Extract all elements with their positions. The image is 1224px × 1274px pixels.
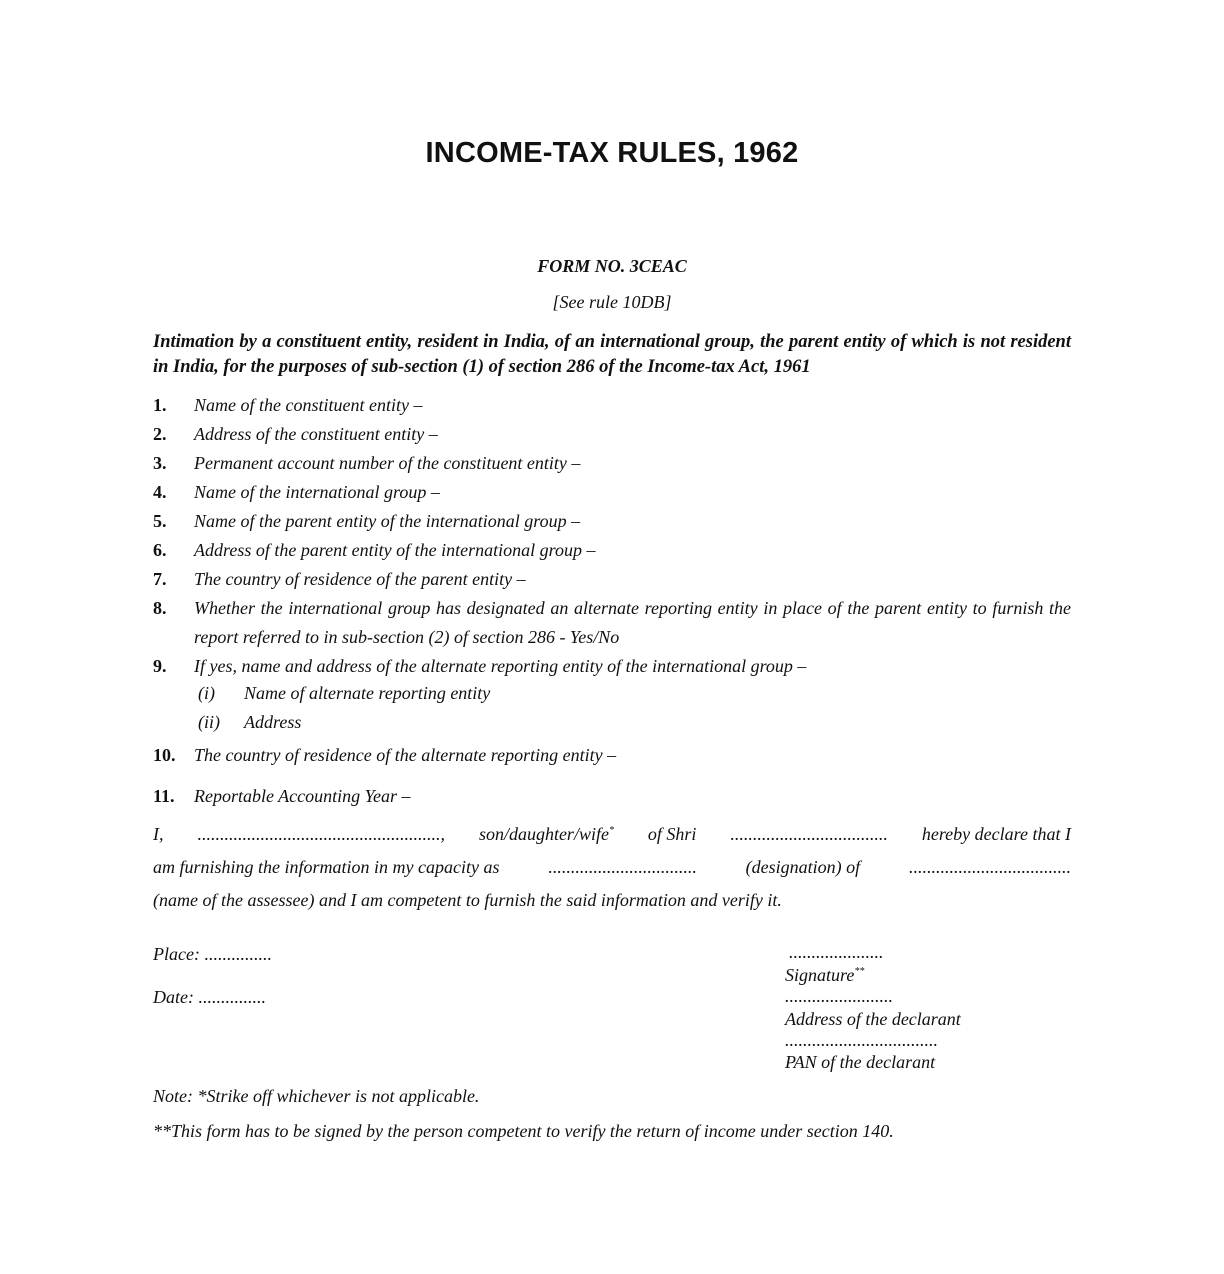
item-text: The country of residence of the alternate reporting entity – <box>194 745 617 765</box>
item-text: Address of the constituent entity – <box>194 424 438 444</box>
signature-label-text: Signature <box>785 965 855 985</box>
of-shri-label: of Shri <box>647 824 697 844</box>
relation-label: son/daughter/wife <box>478 824 609 844</box>
place-field[interactable]: ............... <box>204 944 272 964</box>
item-text: Name of the international group – <box>194 482 440 502</box>
item-number: 5. <box>153 511 167 531</box>
address-field[interactable]: ........................ <box>785 986 893 1006</box>
note-signing: **This form has to be signed by the person competent to verify the return of income under section 140. <box>153 1121 894 1141</box>
item-number: 7. <box>153 569 167 589</box>
address-label: Address of the declarant <box>785 1009 961 1029</box>
pan-label: PAN of the declarant <box>785 1052 936 1072</box>
signature-label <box>785 965 864 986</box>
signature-field[interactable]: ..................... <box>789 942 884 962</box>
item-number: 1. <box>153 395 167 415</box>
item-number: 9. <box>153 656 167 676</box>
declarant-name-field[interactable]: ......................................................, <box>197 824 445 844</box>
declaration-line-1 <box>153 824 1071 848</box>
subitem-text: Address <box>244 712 302 732</box>
declaration-line-2 <box>153 857 1071 881</box>
item-text: Address of the parent entity of the international group – <box>194 540 596 560</box>
date-label: Date: <box>153 987 194 1007</box>
item-number: 6. <box>153 540 167 560</box>
designation-field[interactable]: ................................. <box>548 857 697 877</box>
place-row <box>153 944 272 965</box>
note-strike-off: Note: *Strike off whichever is not applicable. <box>153 1086 480 1106</box>
pan-field[interactable]: .................................. <box>785 1030 938 1050</box>
date-row <box>153 987 266 1008</box>
subitem-text: Name of alternate reporting entity <box>244 683 491 703</box>
place-label: Place: <box>153 944 200 964</box>
form-number: FORM NO. 3CEAC <box>537 256 687 276</box>
designation-label: (designation) of <box>745 857 861 877</box>
assessee-name-field[interactable]: .................................... <box>908 857 1071 877</box>
declaration-suffix: hereby declare that I <box>921 824 1071 844</box>
subitem-number: (i) <box>198 683 215 703</box>
item-number: 10. <box>153 745 176 765</box>
item-text: The country of residence of the parent entity – <box>194 569 526 589</box>
item-number: 4. <box>153 482 167 502</box>
item-text: If yes, name and address of the alternate reporting entity of the international group – <box>194 656 807 676</box>
form-intro-heading: Intimation by a constituent entity, resident in India, of an international group, the parent entity of which is not resident in India, for the purposes of sub-section (1) of section 286 of the Income-tax Act, 1961 <box>153 332 1071 377</box>
capacity-text: am furnishing the information in my capacity as <box>153 857 500 877</box>
form-item-8 <box>153 594 1071 652</box>
footnote-marker: * <box>608 825 614 836</box>
document-title: INCOME-TAX RULES, 1962 <box>425 137 799 169</box>
item-text: Permanent account number of the constituent entity – <box>194 453 581 473</box>
item-text: Name of the constituent entity – <box>194 395 423 415</box>
relation-text <box>479 824 614 848</box>
item-text: Whether the international group has designated an alternate reporting entity in place of the parent entity to furnish the report referred to in sub-section (2) of section 286 - Yes/No <box>194 598 1071 647</box>
subitem-number: (ii) <box>198 712 220 732</box>
item-number: 3. <box>153 453 167 473</box>
father-name-field[interactable]: ................................... <box>730 824 888 844</box>
item-number: 8. <box>153 598 167 618</box>
item-text: Reportable Accounting Year – <box>194 786 411 806</box>
declaration-prefix: I, <box>153 824 164 844</box>
date-field[interactable]: ............... <box>198 987 266 1007</box>
footnote-marker: ** <box>854 966 865 977</box>
item-number: 11. <box>153 786 175 806</box>
declaration-line-3 <box>153 890 1071 914</box>
item-text: Name of the parent entity of the international group – <box>194 511 581 531</box>
see-rule-reference: [See rule 10DB] <box>552 292 672 312</box>
competence-text: (name of the assessee) and I am competent to furnish the said information and verify it. <box>153 890 782 910</box>
item-number: 2. <box>153 424 167 444</box>
